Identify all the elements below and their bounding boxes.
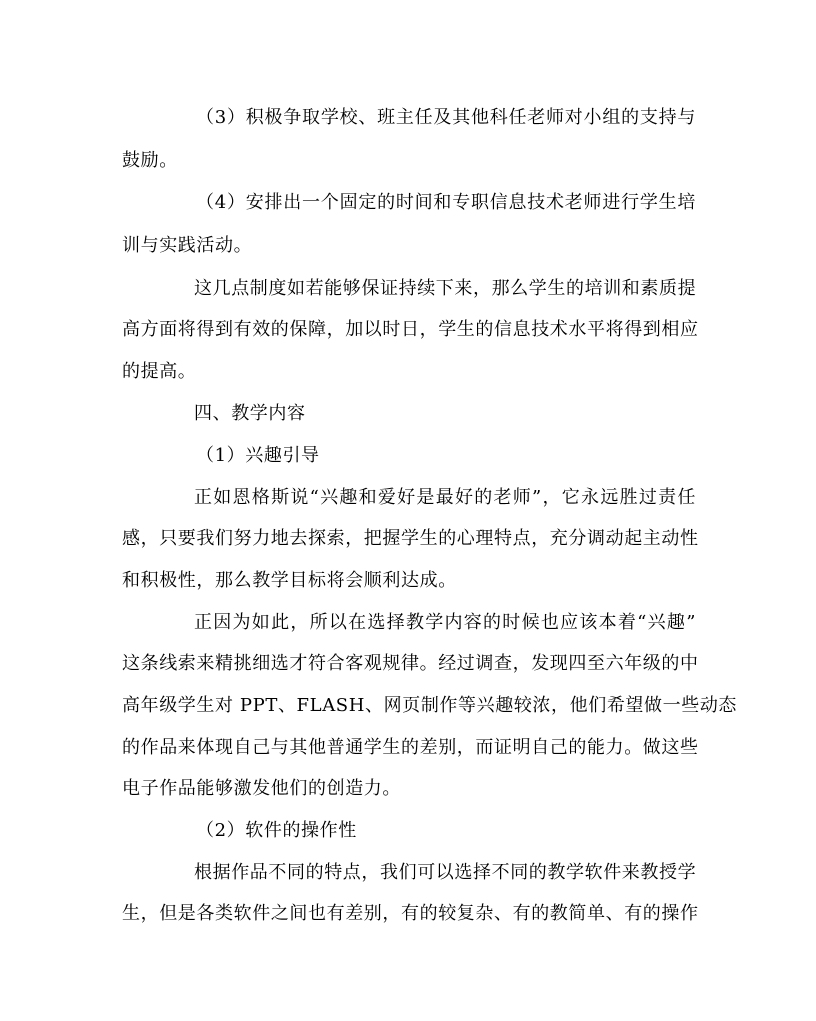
text-line: 这几点制度如若能够保证持续下来，那么学生的培训和素质提 <box>194 278 697 299</box>
text-line: 高年级学生对 PPT、FLASH、网页制作等兴趣较浓，他们希望做一些动态 <box>122 695 738 716</box>
text-line: 生，但是各类软件之间也有差别，有的较复杂、有的教简单、有的操作 <box>122 903 699 924</box>
text-line: 根据作品不同的特点，我们可以选择不同的教学软件来教授学 <box>194 862 697 883</box>
text-line: 高方面将得到有效的保障，加以时日，学生的信息技术水平将得到相应 <box>122 319 699 340</box>
text-line: （4）安排出一个固定的时间和专职信息技术老师进行学生培 <box>196 192 696 213</box>
text-line: 和积极性，那么教学目标将会顺利达成。 <box>122 570 457 591</box>
text-line: 感，只要我们努力地去探索，把握学生的心理特点，充分调动起主动性 <box>122 528 699 549</box>
text-line: 的作品来体现自己与其他普通学生的差别，而证明自己的能力。做这些 <box>122 737 699 758</box>
subsection-heading: （1）兴趣引导 <box>196 445 320 466</box>
text-line: 电子作品能够激发他们的创造力。 <box>122 778 401 799</box>
text-line: 正因为如此，所以在选择教学内容的时候也应该本着“兴趣” <box>194 612 696 633</box>
text-line: （3）积极争取学校、班主任及其他科任老师对小组的支持与 <box>196 107 696 128</box>
section-heading: 四、教学内容 <box>194 403 306 424</box>
text-line: 的提高。 <box>122 361 197 382</box>
text-line: 训与实践活动。 <box>122 235 253 256</box>
text-line: 正如恩格斯说“兴趣和爱好是最好的老师”，它永远胜过责任 <box>194 487 696 508</box>
text-line: 鼓励。 <box>122 150 178 171</box>
subsection-heading: （2）软件的操作性 <box>196 820 357 841</box>
text-line: 这条线索来精挑细选才符合客观规律。经过调查，发现四至六年级的中 <box>122 653 699 674</box>
